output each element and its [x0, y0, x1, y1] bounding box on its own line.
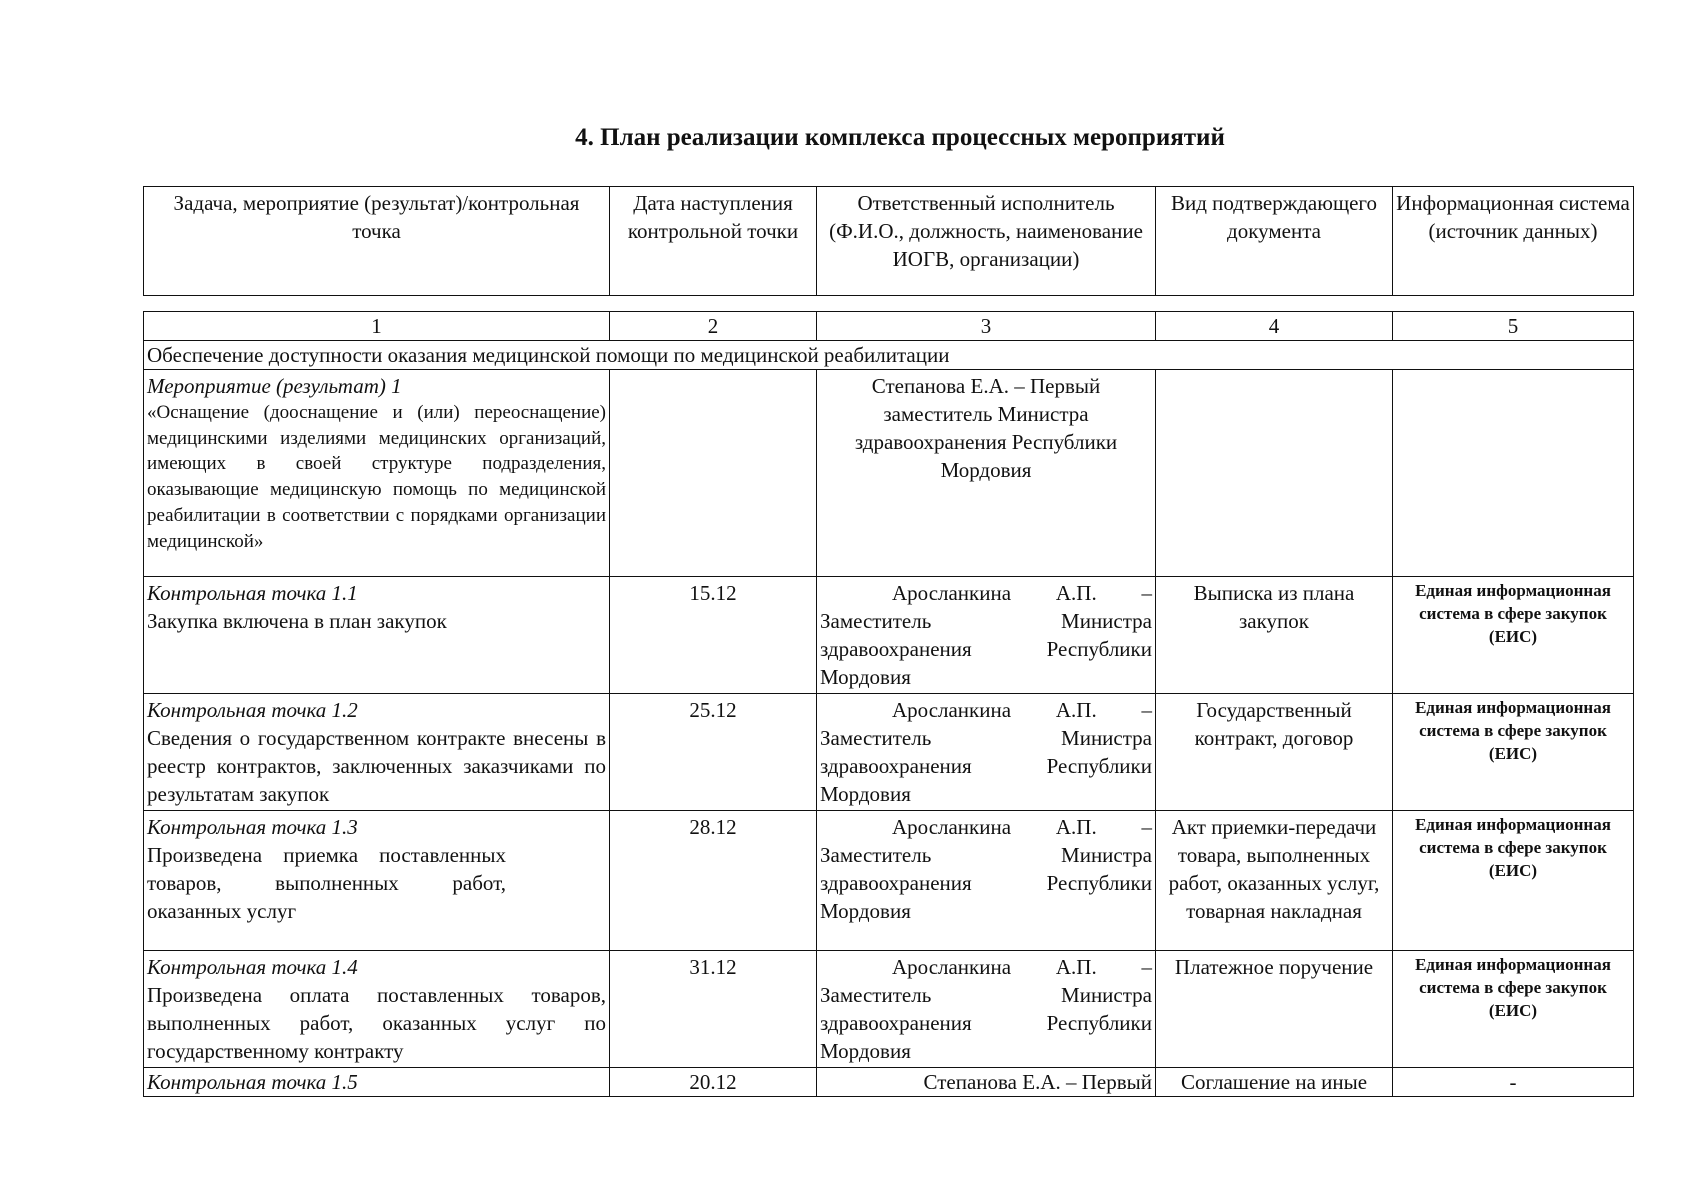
responsible-line — [820, 607, 1152, 635]
responsible-region: Мордовия — [820, 782, 911, 806]
activity-info-system — [1393, 370, 1634, 577]
checkpoint-cell — [144, 694, 610, 811]
responsible-position: Заместитель — [820, 983, 932, 1007]
responsible-dash: – — [1141, 815, 1152, 839]
checkpoint-label: Контрольная точка 1.4 — [147, 955, 358, 979]
activity-date — [610, 370, 817, 577]
document-title: 4. План реализации комплекса процессных мероприятий — [575, 124, 1225, 151]
checkpoint-text: Сведения о государственном контракте внесены в реестр контрактов, заключенных заказчиками по результатам закупок — [147, 726, 606, 806]
responsible-line — [820, 752, 1152, 780]
checkpoint-date: 15.12 — [610, 577, 817, 694]
checkpoint-responsible — [817, 694, 1156, 811]
responsible-line — [820, 813, 1152, 841]
activity-row — [144, 370, 1634, 577]
responsible-line — [820, 953, 1152, 981]
checkpoint-responsible — [817, 577, 1156, 694]
responsible-position: Заместитель — [820, 843, 932, 867]
responsible-minister: Министра — [1061, 609, 1152, 633]
checkpoint-document: Платежное поручение — [1156, 951, 1393, 1068]
checkpoint-row — [144, 577, 1634, 694]
checkpoint-label: Контрольная точка 1.5 — [147, 1070, 358, 1094]
responsible-region: Мордовия — [820, 665, 911, 689]
responsible-health: здравоохранения — [820, 1011, 972, 1035]
responsible-line — [820, 635, 1152, 663]
responsible-minister: Министра — [1061, 983, 1152, 1007]
responsible-name: Аросланкина — [892, 955, 1012, 979]
checkpoint-date: 28.12 — [610, 811, 817, 951]
checkpoint-document: Соглашение на иные — [1156, 1068, 1393, 1097]
responsible-health: здравоохранения — [820, 871, 972, 895]
activity-cell — [144, 370, 610, 577]
checkpoint-info-system: Единая информационная система в сфере закупок (ЕИС) — [1393, 811, 1634, 951]
responsible-initials: А.П. — [1055, 815, 1097, 839]
checkpoint-label: Контрольная точка 1.3 — [147, 815, 358, 839]
responsible-line — [820, 981, 1152, 1009]
checkpoint-info-system: Единая информационная система в сфере закупок (ЕИС) — [1393, 577, 1634, 694]
responsible-dash: – — [1141, 581, 1152, 605]
checkpoint-document: Акт приемки-передачи товара, выполненных работ, оказанных услуг, товарная накладная — [1156, 811, 1393, 951]
responsible-republic: Республики — [1046, 637, 1152, 661]
checkpoint-info-system: Единая информационная система в сфере закупок (ЕИС) — [1393, 951, 1634, 1068]
responsible-minister: Министра — [1061, 843, 1152, 867]
header-task: Задача, мероприятие (результат)/контрольная точка — [144, 187, 610, 296]
checkpoint-document: Государственный контракт, договор — [1156, 694, 1393, 811]
checkpoint-document: Выписка из плана закупок — [1156, 577, 1393, 694]
responsible-position: Заместитель — [820, 726, 932, 750]
responsible-line — [820, 869, 1152, 897]
checkpoint-cell — [144, 1068, 610, 1097]
checkpoint-text: Произведена оплата поставленных товаров, выполненных работ, оказанных услуг по государственному контракту — [147, 983, 606, 1063]
checkpoint-cell — [144, 577, 610, 694]
responsible-republic: Республики — [1046, 1011, 1152, 1035]
responsible-line — [820, 579, 1152, 607]
responsible-initials: А.П. — [1055, 581, 1097, 605]
activity-document — [1156, 370, 1393, 577]
checkpoint-row — [144, 811, 1634, 951]
checkpoint-responsible — [817, 951, 1156, 1068]
responsible-minister: Министра — [1061, 726, 1152, 750]
responsible-name: Аросланкина — [892, 815, 1012, 839]
responsible-dash: – — [1141, 698, 1152, 722]
responsible-name: Аросланкина — [892, 581, 1012, 605]
checkpoint-responsible: Степанова Е.А. – Первый — [817, 1068, 1156, 1097]
responsible-name: Аросланкина — [892, 698, 1012, 722]
column-number: 2 — [610, 312, 817, 341]
responsible-republic: Республики — [1046, 871, 1152, 895]
responsible-line — [820, 841, 1152, 869]
checkpoint-row — [144, 951, 1634, 1068]
responsible-initials: А.П. — [1055, 698, 1097, 722]
header-info-system: Информационная система (источник данных) — [1393, 187, 1634, 296]
responsible-dash: – — [1141, 955, 1152, 979]
responsible-health: здравоохранения — [820, 754, 972, 778]
checkpoint-date: 20.12 — [610, 1068, 817, 1097]
responsible-position: Заместитель — [820, 609, 932, 633]
column-numbers-row — [144, 312, 1634, 341]
checkpoint-label: Контрольная точка 1.2 — [147, 698, 358, 722]
checkpoint-date: 31.12 — [610, 951, 817, 1068]
responsible-region: Мордовия — [820, 899, 911, 923]
responsible-region: Мордовия — [820, 1039, 911, 1063]
checkpoint-date: 25.12 — [610, 694, 817, 811]
checkpoint-text: Произведена приемка поставленных товаров, выполненных работ, оказанных услуг — [147, 843, 506, 923]
activity-responsible: Степанова Е.А. – Первый заместитель Министра здравоохранения Республики Мордовия — [817, 370, 1156, 577]
section-row — [144, 341, 1634, 370]
responsible-line — [820, 1009, 1152, 1037]
checkpoint-cell — [144, 951, 610, 1068]
header-row — [144, 187, 1634, 296]
plan-table — [143, 311, 1634, 1097]
checkpoint-text: Закупка включена в план закупок — [147, 609, 447, 633]
activity-text: «Оснащение (дооснащение и (или) переоснащение) медицинскими изделиями медицинских организаций, имеющих в своей структуре подразделения, оказывающие медицинскую помощь по медицинской реабилитации в соответствии с порядками организации медицинской» — [147, 402, 606, 552]
column-number: 1 — [144, 312, 610, 341]
responsible-initials: А.П. — [1055, 955, 1097, 979]
checkpoint-label: Контрольная точка 1.1 — [147, 581, 358, 605]
activity-label: Мероприятие (результат) 1 — [147, 374, 402, 398]
checkpoint-responsible — [817, 811, 1156, 951]
responsible-republic: Республики — [1046, 754, 1152, 778]
column-number: 4 — [1156, 312, 1393, 341]
column-number: 5 — [1393, 312, 1634, 341]
responsible-health: здравоохранения — [820, 637, 972, 661]
responsible-line — [820, 724, 1152, 752]
column-number: 3 — [817, 312, 1156, 341]
header-table — [143, 186, 1634, 296]
checkpoint-info-system: - — [1393, 1068, 1634, 1097]
header-responsible: Ответственный исполнитель (Ф.И.О., должность, наименование ИОГВ, организации) — [817, 187, 1156, 296]
checkpoint-info-system: Единая информационная система в сфере закупок (ЕИС) — [1393, 694, 1634, 811]
checkpoint-row — [144, 694, 1634, 811]
header-document: Вид подтверждающего документа — [1156, 187, 1393, 296]
responsible-line — [820, 696, 1152, 724]
header-date: Дата наступления контрольной точки — [610, 187, 817, 296]
section-title: Обеспечение доступности оказания медицинской помощи по медицинской реабилитации — [144, 341, 1634, 370]
checkpoint-cell — [144, 811, 610, 951]
checkpoint-row — [144, 1068, 1634, 1097]
